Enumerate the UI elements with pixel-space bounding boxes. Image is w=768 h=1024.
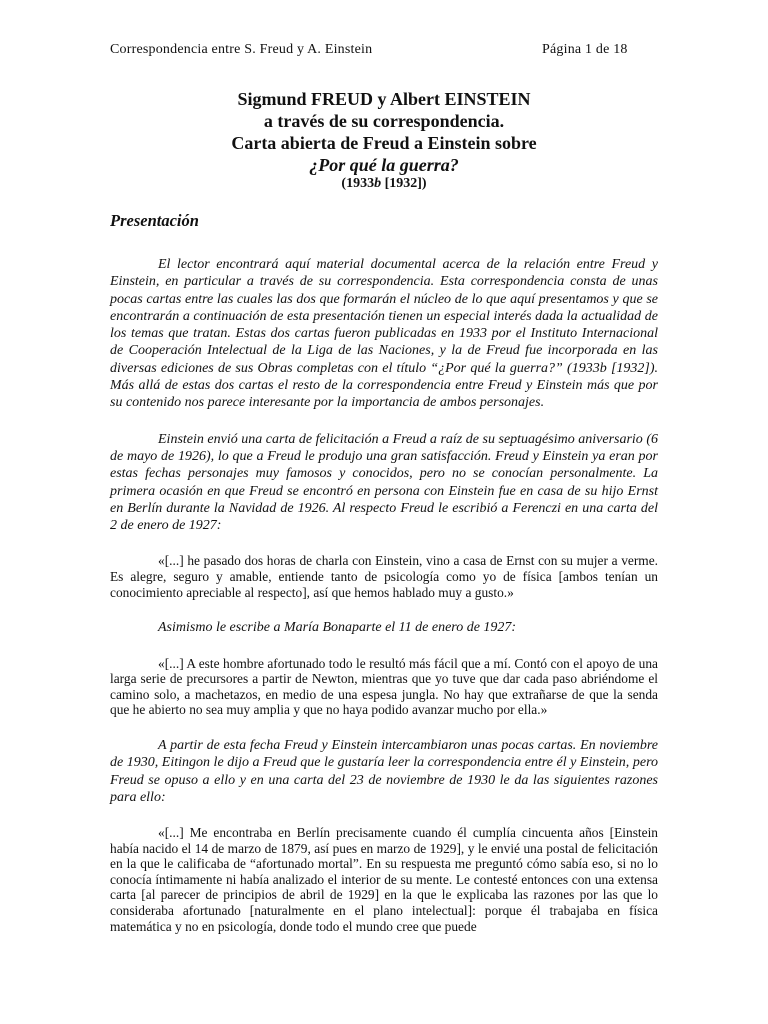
- title-line-4: ¿Por qué la guerra?: [309, 155, 459, 175]
- paragraph-3: Asimismo le escribe a María Bonaparte el 11 de enero de 1927:: [158, 620, 517, 636]
- document-body: [110, 210, 658, 934]
- paragraph-2: Einstein envió una carta de felicitación a Freud a raíz de su septuagésimo aniversario (6 de mayo de 1926), lo que a Freud le produjo una gran satisfacción. Freud y Einstein ya eran por estas fechas personajes muy famosos y conocidos, pero no se conocían personalmente. La primera ocasión en que Freud se encontró en persona con Einstein fue en casa de su hijo Ernst en Berlín durante la Navidad de 1926. Al respecto Freud le escribió a Ferenczi en una carta del 2 de enero de 1927:: [110, 431, 658, 534]
- paragraph-4: A partir de esta fecha Freud y Einstein intercambiaron unas pocas cartas. En noviembre de 1930, Eitingon le dijo a Freud que le gustaría leer la correspondencia entre él y Einstein, pero Freud se opuso a ello y en una carta del 23 de noviembre de 1930 le da las siguientes razones para ello:: [110, 737, 658, 805]
- title-line-2: a través de su correspondencia.: [263, 111, 505, 131]
- title-line-3: Carta abierta de Freud a Einstein sobre: [231, 133, 537, 153]
- quote-1: «[...] he pasado dos horas de charla con Einstein, vino a casa de Ernst con su mujer a verme. Es alegre, seguro y amable, entiende tanto de psicología como yo de física [ambos tenían un conocimiento apreciable al respecto], así que hemos hablado muy a gusto.»: [110, 553, 658, 600]
- paragraph-1: El lector encontrará aquí material documental acerca de la relación entre Freud y Einstein, en particular a través de su correspondencia. Esta correspondencia consta de unas pocas cartas entre las cuales las dos que formarán el núcleo de lo que aquí presentamos y que se encontrarán a continuación de esta presentación tienen un especial interés dada la actualidad de los temas que tratan. Estas dos cartas fueron publicadas en 1933 por el Instituto Internacional de Cooperación Intelectual de la Liga de las Naciones, y la de Freud fue incorporada en las diversas ediciones de sus Obras completas con el título “¿Por qué la guerra?” (1933b [1932]). Más allá de estas dos cartas el resto de la correspondencia entre Freud y Einstein más que por su contenido nos parece interesante por la importancia de ambos personajes.: [110, 257, 658, 411]
- quote-2: «[...] A este hombre afortunado todo le resultó más fácil que a mí. Contó con el apoyo de una larga serie de precursores a partir de Newton, mientras que yo tuve que dar cada paso abriéndome el camino solo, a machetazos, en medio de una espesa jungla. No hay que extrañarse de que la senda que he abierto no sea muy amplia y que no haya podido avanzar mucho por ella.»: [110, 655, 658, 718]
- page-number: Página 1 de 18: [542, 42, 628, 57]
- title-year: (1933b [1932]): [341, 176, 427, 191]
- header-title: Correspondencia entre S. Freud y A. Einstein: [110, 42, 373, 57]
- section-heading: Presentación: [110, 211, 199, 230]
- quote-3: «[...] Me encontraba en Berlín precisamente cuando él cumplía cincuenta años [Einstein había nacido el 14 de marzo de 1879, así pues en marzo de 1929], y le envié una postal de felicitación en la que le calificaba de “afortunado mortal”. En su respuesta me preguntó cómo sabía eso, si no lo conocía íntimamente ni había analizado el interior de su mente. Le contesté entonces con una extensa carta [al parecer de principios de abril de 1929] en la que le explicaba las razones por las que lo consideraba afortunado [naturalmente en el plano intelectual]: porque él trabajaba en física matemática y no en psicología, donde todo el mundo cree que puede: [110, 825, 658, 934]
- document-title: [110, 88, 658, 192]
- title-line-1: Sigmund FREUD y Albert EINSTEIN: [237, 89, 531, 109]
